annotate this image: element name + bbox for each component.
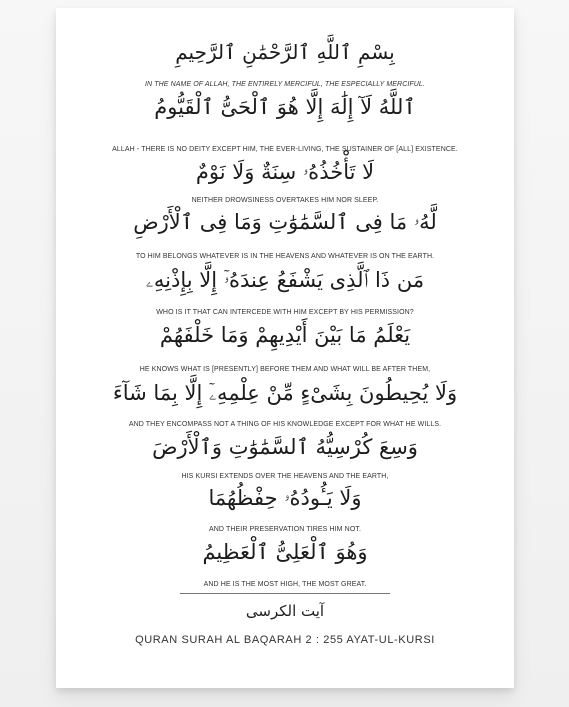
- verse-7-arabic: وَسِعَ كُرْسِيُّهُ ٱلسَّمَٰوَٰتِ وَٱلْأَرْضَ: [152, 435, 418, 459]
- verse-9-arabic: وَهُوَ ٱلْعَلِىُّ ٱلْعَظِيمُ: [202, 540, 368, 564]
- verse-6-translation: AND THEY ENCOMPASS NOT A THING OF HIS KNOWLEDGE EXCEPT FOR WHAT HE WILLS.: [128, 421, 442, 428]
- poster-print: [56, 8, 514, 688]
- verse-2-translation: NEITHER DROWSINESS OVERTAKES HIM NOR SLEEP.: [191, 197, 379, 204]
- verse-1-arabic: ٱللَّهُ لَآ إِلَٰهَ إِلَّا هُوَ ٱلْحَىُّ ٱلْقَيُّومُ: [154, 95, 416, 119]
- ayat-ul-kursi-title-arabic: آیت الکرسی: [245, 602, 325, 620]
- divider-line: [180, 593, 390, 594]
- surah-reference-footer: QURAN SURAH AL BAQARAH 2 : 255 AYAT-UL-KURSI: [135, 634, 435, 646]
- verse-3-translation: TO HIM BELONGS WHATEVER IS IN THE HEAVENS AND WHATEVER IS ON THE EARTH.: [135, 253, 435, 260]
- verse-6-arabic: وَلَا يُحِيطُونَ بِشَىْءٍ مِّنْ عِلْمِهِۦٓ إِلَّا بِمَا شَآءَ: [112, 381, 458, 405]
- basmala-translation: IN THE NAME OF ALLAH, THE ENTIRELY MERCIFUL, THE ESPECIALLY MERCIFUL.: [145, 81, 425, 88]
- verse-3-arabic: لَّهُۥ مَا فِى ٱلسَّمَٰوَٰتِ وَمَا فِى ٱلْأَرْضِ: [133, 210, 437, 234]
- verse-1-translation: ALLAH - THERE IS NO DEITY EXCEPT HIM, THE EVER-LIVING, THE SUSTAINER OF [ALL] EXISTENCE.: [112, 146, 458, 153]
- verse-8-arabic: وَلَا يَـُٔودُهُۥ حِفْظُهُمَا: [208, 486, 362, 510]
- verse-7-translation: HIS KURSI EXTENDS OVER THE HEAVENS AND THE EARTH,: [181, 473, 389, 480]
- verse-5-translation: HE KNOWS WHAT IS [PRESENTLY] BEFORE THEM AND WHAT WILL BE AFTER THEM,: [139, 366, 431, 373]
- verse-5-arabic: يَعْلَمُ مَا بَيْنَ أَيْدِيهِمْ وَمَا خَلْفَهُمْ: [159, 323, 411, 347]
- verse-2-arabic: لَا تَأْخُذُهُۥ سِنَةٌ وَلَا نَوْمٌ: [195, 160, 375, 184]
- verse-4-translation: WHO IS IT THAT CAN INTERCEDE WITH HIM EXCEPT BY HIS PERMISSION?: [156, 309, 414, 316]
- verse-8-translation: AND THEIR PRESERVATION TIRES HIM NOT.: [208, 526, 362, 533]
- verse-9-translation: AND HE IS THE MOST HIGH, THE MOST GREAT.: [203, 581, 367, 588]
- basmala-arabic: بِسْمِ ٱللَّهِ ٱلرَّحْمَٰنِ ٱلرَّحِيمِ: [175, 40, 395, 64]
- verse-4-arabic: مَن ذَا ٱلَّذِى يَشْفَعُ عِندَهُۥٓ إِلَّا بِإِذْنِهِۦ: [145, 268, 425, 292]
